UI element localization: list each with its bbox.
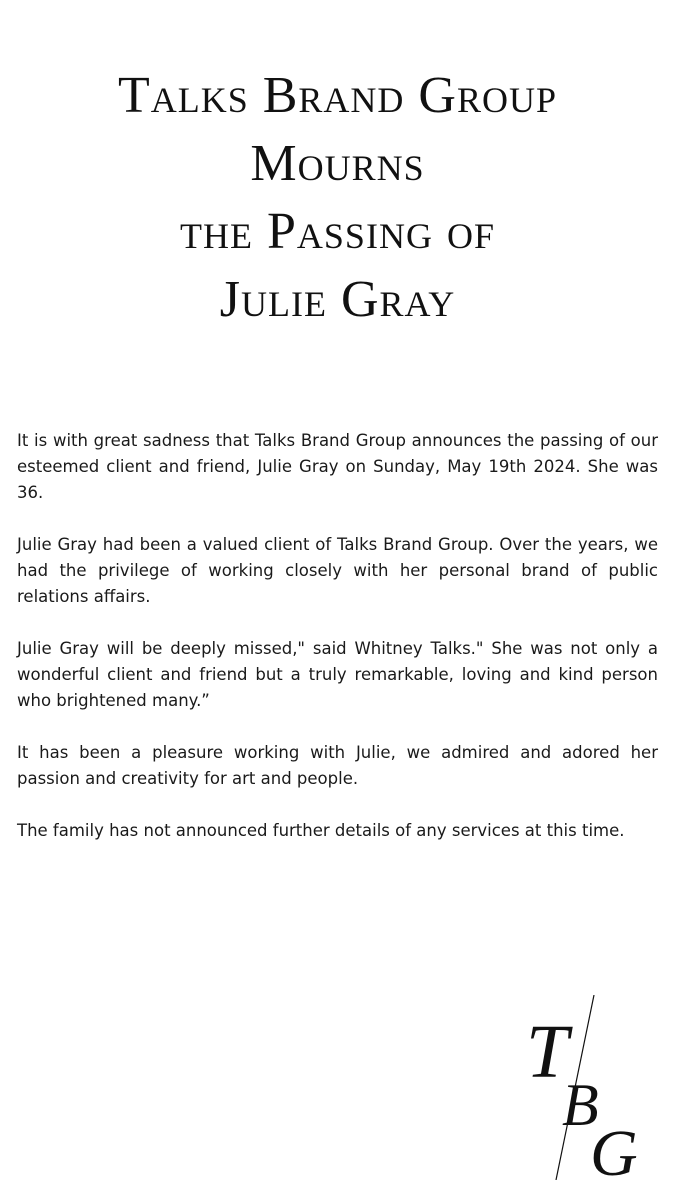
headline-line-2: Mourns (250, 135, 425, 192)
headline-line-4: Julie Gray (219, 271, 456, 328)
paragraph-announcement: It is with great sadness that Talks Brand Group announces the passing of our esteemed client and friend, Julie Gray on Sunday, May 19th 2024. She was 36. (17, 431, 658, 502)
headline-line-3: the Passing of (180, 203, 495, 260)
paragraph-tribute: It has been a pleasure working with Julie, we admired and adored her passion and creativity for art and people. (17, 743, 658, 788)
logo-letter-g: G (590, 1117, 638, 1180)
headline (0, 62, 675, 334)
statement-body (17, 428, 658, 870)
logo-letter-b: B (562, 1072, 599, 1138)
headline-line-1: Talks Brand Group (117, 67, 558, 124)
paragraph-client-history: Julie Gray had been a valued client of Talks Brand Group. Over the years, we had the privilege of working closely with her personal brand of public relations affairs. (17, 535, 658, 606)
paragraph-quote: Julie Gray will be deeply missed," said Whitney Talks." She was not only a wonderful client and friend but a truly remarkable, loving and kind person who brightened many.” (17, 639, 658, 710)
tbg-monogram (520, 995, 670, 1180)
paragraph-services: The family has not announced further details of any services at this time. (17, 821, 625, 840)
tbg-logo (520, 995, 670, 1180)
logo-letter-t: T (526, 1010, 569, 1094)
